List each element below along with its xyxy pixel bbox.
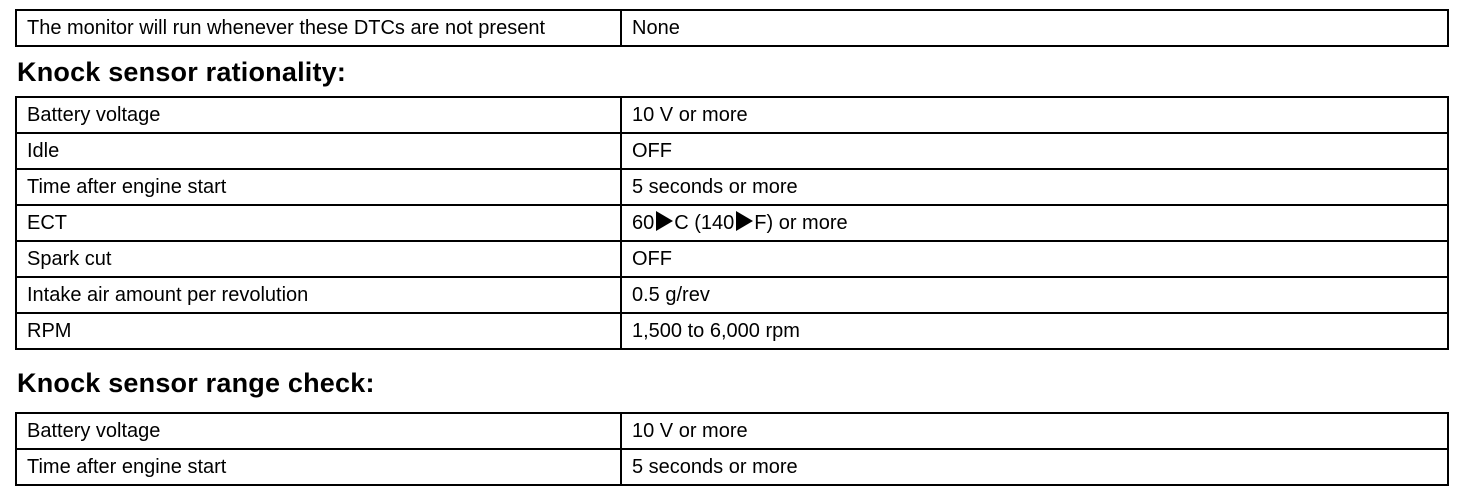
condition-value: 0.5 g/rev [621, 277, 1448, 313]
condition-value: 10 V or more [621, 97, 1448, 133]
condition-label: The monitor will run whenever these DTCs are not present [16, 10, 621, 46]
condition-value [621, 205, 1448, 241]
table-row [16, 10, 1448, 46]
condition-label: Time after engine start [16, 449, 621, 485]
ect-value-part: C (140 [674, 212, 735, 234]
condition-label: Battery voltage [16, 97, 621, 133]
condition-value: OFF [621, 133, 1448, 169]
condition-label: RPM [16, 313, 621, 349]
table-row [16, 97, 1448, 133]
rationality-table [15, 96, 1449, 350]
condition-label: ECT [16, 205, 621, 241]
table-row [16, 133, 1448, 169]
ect-value-part: F) or more [754, 212, 848, 234]
range-check-table [15, 412, 1449, 486]
table-row [16, 413, 1448, 449]
table-row [16, 241, 1448, 277]
condition-label: Spark cut [16, 241, 621, 277]
table-row [16, 277, 1448, 313]
play-triangle-icon [734, 210, 754, 232]
condition-label: Time after engine start [16, 169, 621, 205]
condition-value: 10 V or more [621, 413, 1448, 449]
condition-label: Battery voltage [16, 413, 621, 449]
table-row [16, 205, 1448, 241]
section-title-range-check: Knock sensor range check: [17, 368, 375, 398]
condition-value: 5 seconds or more [621, 449, 1448, 485]
condition-label: Intake air amount per revolution [16, 277, 621, 313]
condition-value: 1,500 to 6,000 rpm [621, 313, 1448, 349]
condition-value: 5 seconds or more [621, 169, 1448, 205]
table-row [16, 169, 1448, 205]
dtc-table [15, 9, 1449, 47]
condition-value: None [621, 10, 1448, 46]
condition-label: Idle [16, 133, 621, 169]
play-triangle-icon [654, 210, 674, 232]
condition-value: OFF [621, 241, 1448, 277]
ect-value-part: 60 [632, 212, 655, 234]
section-title-rationality: Knock sensor rationality: [17, 57, 347, 87]
table-row [16, 313, 1448, 349]
table-row [16, 449, 1448, 485]
